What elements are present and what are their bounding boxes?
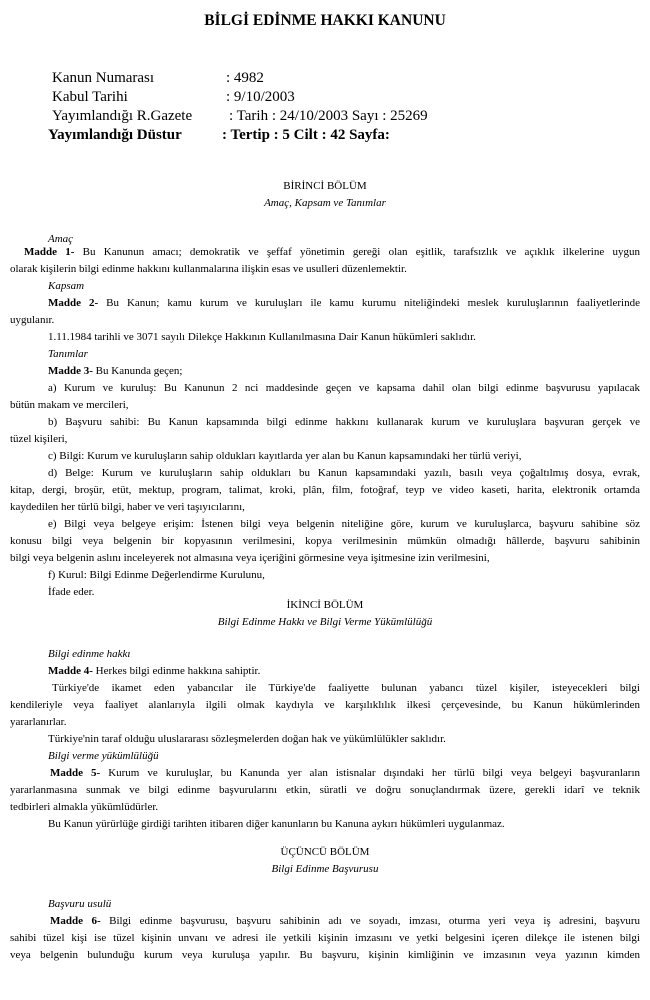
madde-5-line-2: yararlanmasına sunmak ve bilgi edinme başvurularını etkin, süratli ve doğru sonuçlandırmak üzere, gerekli idarî ve teknik: [10, 784, 640, 796]
law-number-label: Kanun Numarası: [52, 70, 155, 86]
dustur-value: : Tertip : 5 Cilt : 42 Sayfa:: [222, 127, 390, 143]
definition-a-line-2: bütün makam ve mercileri,: [10, 399, 129, 411]
definition-f: f) Kurul: Bilgi Edinme Değerlendirme Kurulunu,: [48, 569, 265, 581]
bilgi-verme-label: Bilgi verme yükümlülüğü: [48, 750, 159, 762]
madde-5-line-1: Madde 5- Kurum ve kuruluşlar, bu Kanunda yer alan istisnalar dışındaki her türlü bilgi veya belgeyi başvuranların: [50, 767, 640, 779]
madde-6-line-3: veya belgenin bulunduğu kurum veya kuruluşa yapılır. Bu başvuru, kişinin kimliğinin ve imzasının veya yazının kimden: [10, 949, 640, 961]
definition-b-line-2: tüzel kişileri,: [10, 433, 68, 445]
section-2-subheading: Bilgi Edinme Hakkı ve Bilgi Verme Yükümlülüğü: [217, 616, 433, 628]
gazette-value: : Tarih : 24/10/2003 Sayı : 25269: [229, 108, 428, 124]
acceptance-date-value: : 9/10/2003: [226, 89, 295, 105]
definition-b-line-1: b) Başvuru sahibi: Bu Kanun kapsamında bilgi edinme hakkını kullanarak kurum ve kuruluşlara başvuran gerçek ve: [48, 416, 640, 428]
madde-4-paragraph-2-line-2: kendileriyle veya faaliyet alanlarıyla ilgili olmak kaydıyla ve karşılıklılık ilkesi çerçevesinde, bu Kanun hükümlerinden: [10, 699, 640, 711]
madde-1-line-2: olarak kişilerin bilgi edinme hakkını kullanmalarına ilişkin esas ve usulleri düzenlemektir.: [10, 263, 407, 275]
section-1-heading: BİRİNCİ BÖLÜM: [283, 180, 367, 192]
madde-1-line-1: Madde 1- Bu Kanunun amacı; demokratik ve şeffaf yönetimin gereği olan eşitlik, tarafsızlık ve açıklık ilkelerine uygun: [24, 246, 640, 258]
definition-c: c) Bilgi: Kurum ve kuruluşların sahip oldukları kayıtlarda yer alan bu Kanun kapsamındaki her türlü veriyi,: [48, 450, 522, 462]
madde-4-paragraph-3: Türkiye'nin taraf olduğu uluslararası sözleşmelerden doğan hak ve yükümlülükler saklıdır.: [48, 733, 446, 745]
madde-2-line-1: Madde 2- Bu Kanun; kamu kurum ve kuruluşları ile kamu kurumu niteliğindeki meslek kuruluşlarının faaliyetlerinde: [48, 297, 640, 309]
madde-4-line: Madde 4- Herkes bilgi edinme hakkına sahiptir.: [48, 665, 261, 677]
definition-e-line-1: e) Bilgi veya belgeye erişim: İstenen bilgi veya belgenin niteliğine göre, kurum ve kuruluşlarca, başvuru sahibine söz: [48, 518, 640, 530]
ifade-eder: İfade eder.: [48, 586, 95, 598]
section-3-heading: ÜÇÜNCÜ BÖLÜM: [280, 846, 370, 858]
madde-5-line-3: tedbirleri almakla yükümlüdürler.: [10, 801, 159, 813]
madde-6-line-2: sahibi tüzel kişi ise tüzel kişinin unvanı ve adresi ile yetkili kişinin imzasını ve yetki belgesini içeren dilekçe ile istenen bilgi: [10, 932, 640, 944]
gazette-label: Yayımlandığı R.Gazete: [52, 108, 193, 124]
madde-6-line-1: Madde 6- Bilgi edinme başvurusu, başvuru sahibinin adı ve soyadı, imzası, oturma yeri veya iş adresini, başvuru: [50, 915, 640, 927]
definition-a-line-1: a) Kurum ve kuruluş: Bu Kanunun 2 nci maddesinde geçen ve kapsama dahil olan bilgi edinme başvurusu yapılacak: [48, 382, 640, 394]
tanimlar-label: Tanımlar: [48, 348, 88, 360]
kapsam-label: Kapsam: [48, 280, 85, 292]
definition-d-line-1: d) Belge: Kurum ve kuruluşların sahip oldukları bu Kanun kapsamındaki yazılı, basılı veya çoğaltılmış dosya, evrak,: [48, 467, 640, 479]
madde-4-paragraph-2-line-1: Türkiye'de ikamet eden yabancılar ile Türkiye'de faaliyette bulunan yabancı tüzel kişiler, isteyecekleri bilgi: [52, 682, 640, 694]
madde-5-paragraph-2: Bu Kanun yürürlüğe girdiği tarihten itibaren diğer kanunların bu Kanuna aykırı hükümleri uygulanmaz.: [48, 818, 505, 830]
document-title: BİLGİ EDİNME HAKKI KANUNU: [204, 12, 446, 29]
section-2-heading: İKİNCİ BÖLÜM: [286, 599, 364, 611]
amac-label: Amaç: [48, 233, 74, 245]
definition-d-line-2: kitap, dergi, broşür, etüt, mektup, program, talimat, kroki, plân, film, fotoğraf, teyp ve video kaseti, harita, elektronik ortamda: [10, 484, 640, 496]
law-number-value: : 4982: [226, 70, 264, 86]
definition-e-line-2: konusu bilgi veya belgenin bir kopyasının verilmesini, kopya verilmesinin mümkün olmadığı hâllerde, başvuru sahibinin: [10, 535, 640, 547]
madde-2-paragraph-2: 1.11.1984 tarihli ve 3071 sayılı Dilekçe Hakkının Kullanılmasına Dair Kanun hükümleri saklıdır.: [48, 331, 476, 343]
definition-e-line-3: bilgi veya belgenin aslını inceleyerek not almasına veya içeriğini görmesine veya işitmesine izin verilmesini,: [10, 552, 490, 564]
definition-d-line-3: kaydedilen her türlü bilgi, haber ve veri taşıyıcılarını,: [10, 501, 245, 513]
acceptance-date-label: Kabul Tarihi: [52, 89, 128, 105]
dustur-label: Yayımlandığı Düstur: [48, 127, 182, 143]
bilgi-edinme-hakki-label: Bilgi edinme hakkı: [48, 648, 131, 660]
madde-3-line: Madde 3- Bu Kanunda geçen;: [48, 365, 183, 377]
madde-4-paragraph-2-line-3: yararlanırlar.: [10, 716, 67, 728]
madde-2-line-2: uygulanır.: [10, 314, 55, 326]
section-3-subheading: Bilgi Edinme Başvurusu: [271, 863, 379, 875]
basvuru-usulu-label: Başvuru usulü: [48, 898, 112, 910]
section-1-subheading: Amaç, Kapsam ve Tanımlar: [264, 197, 386, 209]
